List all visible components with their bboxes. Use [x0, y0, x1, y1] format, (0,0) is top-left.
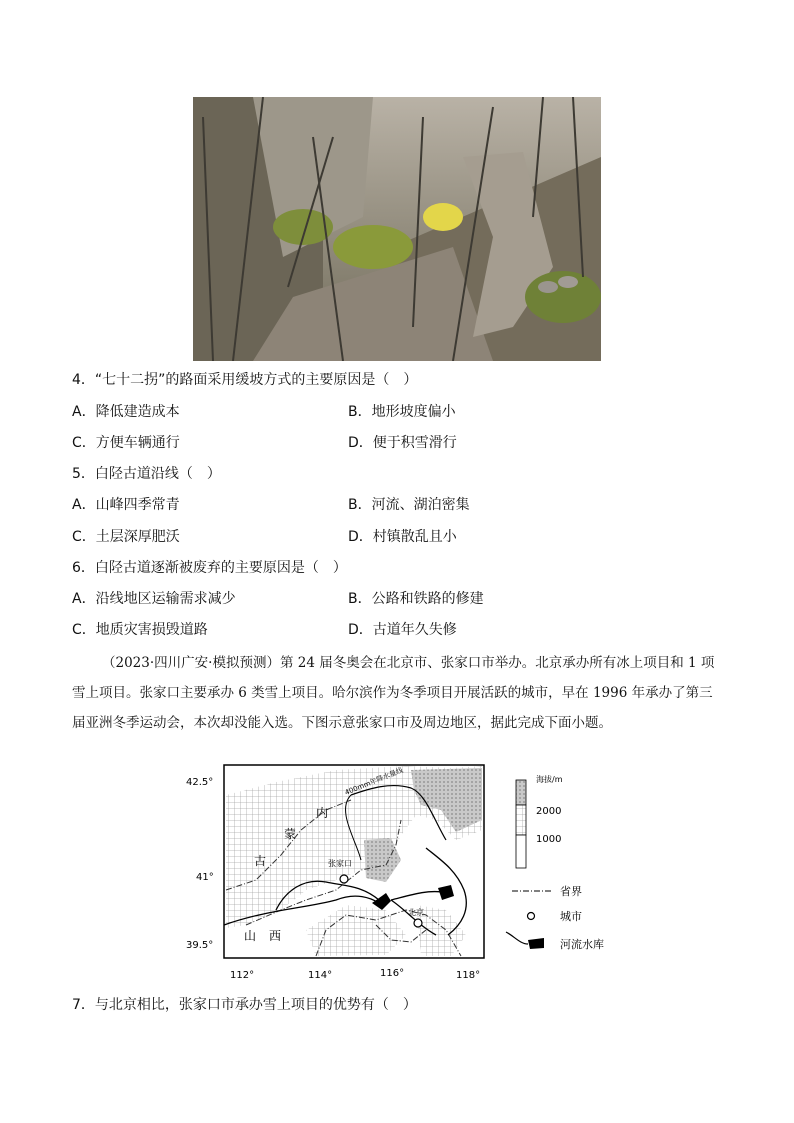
legend-above-2000-swatch — [516, 780, 526, 805]
q5-option-b: B．河流、湖泊密集 — [348, 497, 470, 513]
map-legend — [506, 774, 604, 951]
q6-option-a: A．沿线地区运输需求减少 — [72, 591, 236, 607]
lon-label-114: 114° — [308, 970, 333, 981]
lat-label-41: 41° — [196, 872, 214, 883]
q6-option-c: C．地质灾害损毁道路 — [72, 622, 208, 638]
region-label-shan: 山 — [244, 929, 257, 943]
legend-elev-2000: 2000 — [536, 806, 562, 817]
q4-option-a: A．降低建造成本 — [72, 404, 180, 420]
lat-label-39-5: 39.5° — [186, 940, 214, 951]
lon-label-112: 112° — [230, 970, 255, 981]
region-label-gu: 古 — [254, 854, 267, 868]
question-4-stem: 4．“七十二拐”的路面采用缓坡方式的主要原因是（ ） — [72, 372, 418, 388]
legend-elev-1000: 1000 — [536, 834, 562, 845]
region-label-nei: 内 — [316, 806, 329, 820]
question-5-stem: 5．白陉古道沿线（ ） — [72, 466, 221, 482]
question-7-stem: 7．与北京相比，张家口市承办雪上项目的优势有（ ） — [72, 997, 417, 1013]
legend-reservoir-symbol — [528, 938, 544, 949]
legend-river-symbol — [506, 932, 528, 944]
legend-elevation-title: 海拔/m — [536, 775, 563, 784]
city-beijing-marker — [414, 919, 422, 927]
legend-city-symbol — [528, 913, 535, 920]
region-label-xi: 西 — [269, 929, 282, 943]
q5-option-a: A．山峰四季常青 — [72, 497, 180, 513]
legend-city-label: 城市 — [560, 910, 582, 923]
city-zhangjiakou-marker — [340, 875, 348, 883]
city-beijing-label: 北京 — [408, 908, 424, 917]
q5-option-c: C．土层深厚肥沃 — [72, 529, 180, 545]
legend-river-label: 河流水库 — [560, 938, 604, 951]
lon-label-116: 116° — [380, 968, 405, 979]
legend-1000-2000-swatch — [516, 805, 526, 835]
q4-option-c: C．方便车辆通行 — [72, 435, 180, 451]
lat-label-42-5: 42.5° — [186, 777, 214, 788]
legend-boundary-label: 省界 — [560, 885, 582, 898]
q5-option-d: D．村镇散乱且小 — [348, 529, 457, 545]
passage-line-1: （2023·四川广安·模拟预测）第 24 届冬奥会在北京市、张家口市举办。北京承办所有冰上项目和 1 项 — [102, 655, 715, 671]
question-6-stem: 6．白陉古道逐渐被废弃的主要原因是（ ） — [72, 560, 347, 576]
legend-below-1000-swatch — [516, 835, 526, 868]
passage-line-3: 届亚洲冬季运动会，本次却没能入选。下图示意张家口市及周边地区，据此完成下面小题。 — [72, 715, 612, 731]
passage-line-2: 雪上项目。张家口主要承办 6 类雪上项目。哈尔滨作为冬季项目开展活跃的城市，早在 1996 年承办了第三 — [72, 685, 713, 701]
region-label-meng: 蒙 — [284, 827, 297, 841]
q4-option-d: D．便于积雪滑行 — [348, 435, 457, 451]
q6-option-d: D．古道年久失修 — [348, 622, 457, 638]
passage — [72, 648, 722, 738]
zhangjiakou-map-figure — [186, 760, 626, 985]
q4-option-b: B．地形坡度偏小 — [348, 404, 456, 420]
lon-label-118: 118° — [456, 970, 481, 981]
q6-option-b: B．公路和铁路的修建 — [348, 591, 484, 607]
city-zhangjiakou-label: 张家口 — [328, 859, 352, 868]
isohyet-label: 400mm年降水量线 — [343, 766, 405, 797]
mountain-path-photo — [193, 97, 601, 361]
